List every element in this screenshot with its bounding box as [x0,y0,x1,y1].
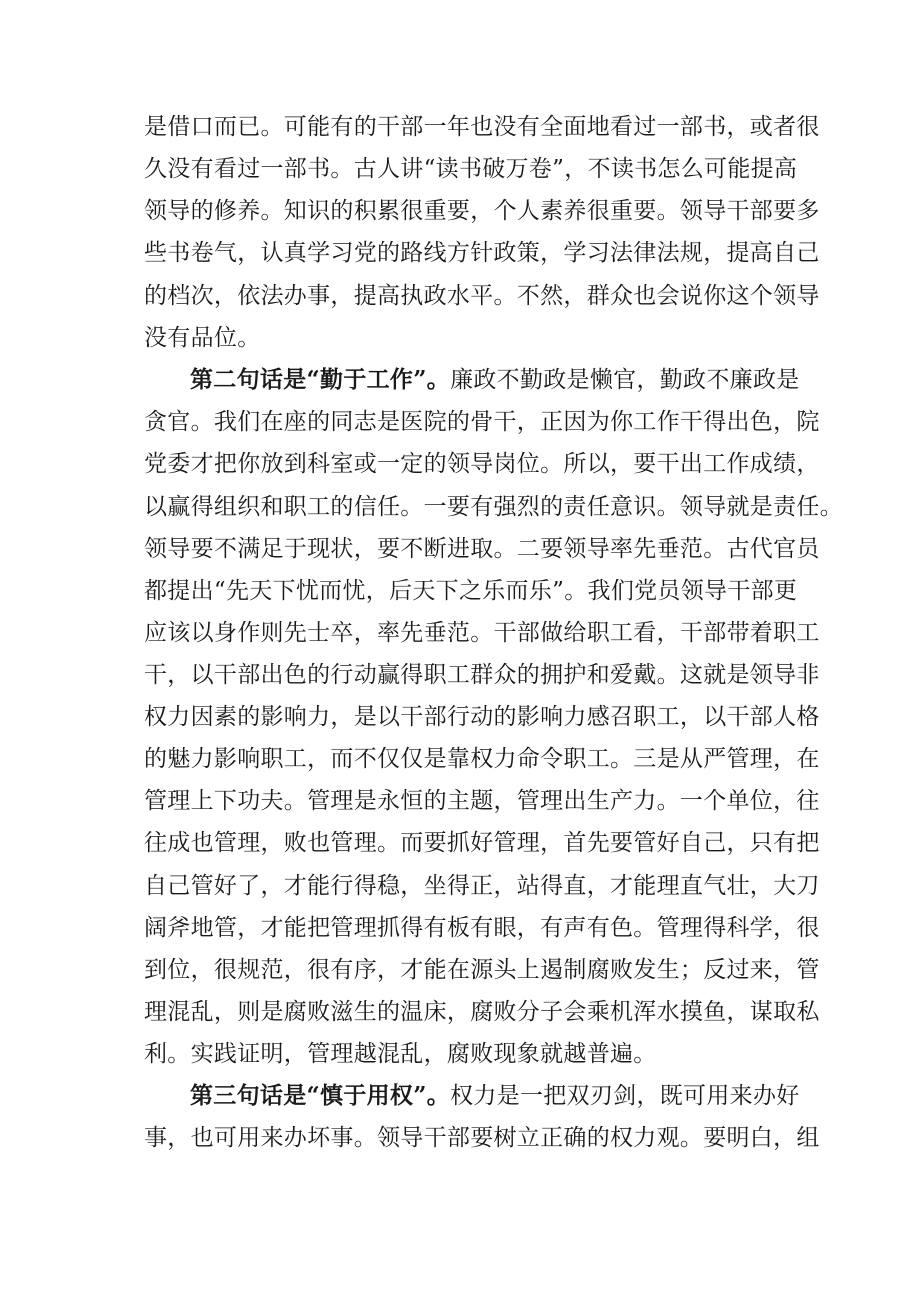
text-line-6 [144,323,261,353]
text-line-24 [190,1081,800,1111]
text-line-14 [144,660,820,690]
text-line-25 [144,1123,820,1153]
line-text: 廉政不勤政是懒官，勤政不廉政是 [450,367,800,393]
text-line-10 [144,492,843,522]
line-text: 是借口而已。可能有的干部一年也没有全面地看过一部书，或者很 [144,114,820,140]
text-line-11 [144,534,820,564]
line-text: 贪官。我们在座的同志是医院的骨干，正因为你工作干得出色，院 [144,409,820,435]
line-text: 都提出“先天下忧而忧，后天下之乐而乐”。我们党员领导干部更 [144,578,798,604]
line-text: 事，也可用来办坏事。领导干部要树立正确的权力观。要明白，组 [144,1125,820,1151]
line-text: 权力因素的影响力，是以干部行动的影响力感召职工，以干部人格 [144,704,820,730]
line-text: 到位，很规范，很有序，才能在源头上遏制腐败发生；反过来，管 [144,957,820,983]
line-text: 阔斧地管，才能把管理抓得有板有眼，有声有色。管理得科学，很 [144,915,820,941]
line-text: 的魅力影响职工，而不仅仅是靠权力命令职工。三是从严管理，在 [144,746,820,772]
text-line-2 [144,154,797,184]
line-text: 领导的修养。知识的积累很重要，个人素养很重要。领导干部要多 [144,198,820,224]
text-line-19 [144,871,820,901]
line-text: 应该以身作则先士卒，率先垂范。干部做给职工看，干部带着职工 [144,620,820,646]
line-text: 理混乱，则是腐败滋生的温床，腐败分子会乘机浑水摸鱼，谋取私 [144,999,820,1025]
line-text: 自己管好了，才能行得稳，坐得正，站得直，才能理直气壮，大刀 [144,873,820,899]
line-text: 的档次，依法办事，提高执政水平。不然，群众也会说你这个领导 [144,283,820,309]
line-text: 党委才把你放到科室或一定的领导岗位。所以，要干出工作成绩， [144,451,820,477]
text-line-12 [144,576,797,606]
text-line-17 [144,786,820,816]
line-text: 干，以干部出色的行动赢得职工群众的拥护和爱戴。这就是领导非 [144,662,820,688]
line-text: 久没有看过一部书。古人讲“读书破万卷”，不读书怎么可能提高 [144,156,798,182]
text-line-18 [144,828,820,858]
text-line-15 [144,702,820,732]
line-text: 管理上下功夫。管理是永恒的主题，管理出生产力。一个单位，往 [144,788,820,814]
text-line-23 [144,1039,657,1069]
text-line-16 [144,744,820,774]
text-line-21 [144,955,820,985]
text-line-13 [144,618,820,648]
line-text: 些书卷气，认真学习党的路线方针政策，学习法律法规，提高自己 [144,240,820,266]
text-line-9 [144,449,820,479]
line-text: 往成也管理，败也管理。而要抓好管理，首先要管好自己，只有把 [144,830,820,856]
text-line-5 [144,281,820,311]
line-text: 领导要不满足于现状，要不断进取。二要领导率先垂范。古代官员 [144,536,820,562]
section-heading-3: 第三句话是“慎于用权”。 [190,1082,451,1109]
text-line-4 [144,238,820,268]
text-line-7 [190,365,800,395]
section-heading-2: 第二句话是“勤于工作”。 [190,366,451,393]
text-line-8 [144,407,820,437]
text-line-22 [144,997,820,1027]
line-text: 权力是一把双刃剑，既可用来办好 [450,1083,800,1109]
text-line-3 [144,196,820,226]
text-line-1 [144,112,820,142]
text-line-20 [144,913,820,943]
line-text: 利。实践证明，管理越混乱，腐败现象就越普遍。 [144,1041,657,1067]
line-text: 以赢得组织和职工的信任。一要有强烈的责任意识。领导就是责任。 [144,494,843,520]
line-text: 没有品位。 [144,325,261,351]
